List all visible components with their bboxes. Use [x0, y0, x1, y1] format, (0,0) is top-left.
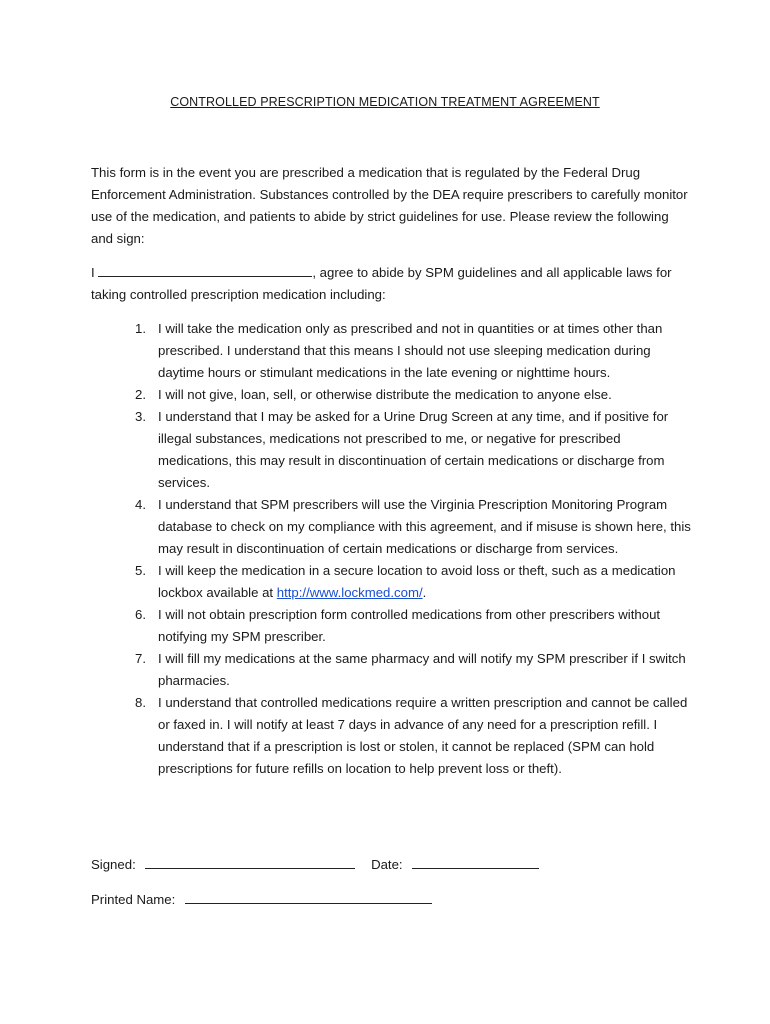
list-item — [91, 494, 691, 560]
item-text: I will fill my medications at the same pharmacy and will notify my SPM prescriber if I switch pharmacies. — [158, 651, 686, 688]
item-text-end: . — [422, 585, 427, 600]
signature-row — [91, 854, 539, 876]
list-item — [91, 406, 691, 494]
list-item — [91, 692, 691, 780]
list-item — [91, 648, 691, 692]
pledge-paragraph — [91, 262, 691, 306]
item-text: I will keep the medication in a secure location to avoid loss or theft, such as a medication lockbox available at — [158, 563, 676, 600]
date-blank[interactable] — [412, 855, 539, 869]
pledge-prefix: I — [91, 265, 95, 280]
agreement-list — [91, 318, 691, 780]
list-item — [91, 560, 691, 604]
printed-name-label: Printed Name: — [91, 892, 176, 907]
lockmed-link[interactable]: http://www.lockmed.com/ — [276, 585, 423, 600]
item-number: 3. — [135, 409, 146, 424]
item-number: 4. — [135, 497, 146, 512]
printed-name-blank[interactable] — [185, 890, 432, 904]
item-number: 1. — [135, 321, 146, 336]
item-text: I will take the medication only as prescribed and not in quantities or at times other than prescribed. I understand that this means I should not use sleeping medication during daytime hours or stimulant medications in the late evening or nighttime hours. — [158, 321, 663, 380]
item-text: I will not give, loan, sell, or otherwise distribute the medication to anyone else. — [158, 387, 612, 402]
printed-name-row — [91, 889, 432, 911]
item-number: 8. — [135, 695, 146, 710]
list-item — [91, 318, 691, 384]
item-number: 7. — [135, 651, 146, 666]
item-number: 6. — [135, 607, 146, 622]
signed-label: Signed: — [91, 857, 136, 872]
item-text: I understand that I may be asked for a Urine Drug Screen at any time, and if positive for illegal substances, medications not prescribed to me, or negative for prescribed medications, this may result in discontinuation of certain medications or discharge from services. — [158, 409, 669, 490]
list-item — [91, 604, 691, 648]
date-label: Date: — [371, 857, 403, 872]
patient-name-blank[interactable] — [98, 263, 312, 277]
item-text: I understand that SPM prescribers will use the Virginia Prescription Monitoring Program database to check on my compliance with this agreement, and if misuse is shown here, this may result in discontinuation of certain medications or discharge from services. — [158, 497, 691, 556]
intro-paragraph: This form is in the event you are prescribed a medication that is regulated by the Federal Drug Enforcement Administration. Substances controlled by the DEA require prescribers to carefully monitor use of the medication, and patients to abide by strict guidelines for use. Please review the following and sign: — [91, 165, 688, 246]
item-number: 2. — [135, 387, 146, 402]
signature-blank[interactable] — [145, 855, 355, 869]
document-title: CONTROLLED PRESCRIPTION MEDICATION TREATMENT AGREEMENT — [170, 95, 600, 109]
item-text: I will not obtain prescription form controlled medications from other prescribers without notifying my SPM prescriber. — [158, 607, 661, 644]
list-item — [91, 384, 691, 406]
pledge-suffix: , agree to abide by SPM guidelines and all applicable laws for taking controlled prescription medication including: — [91, 265, 672, 302]
item-number: 5. — [135, 563, 146, 578]
item-text: I understand that controlled medications require a written prescription and cannot be called or faxed in. I will notify at least 7 days in advance of any need for a prescription refill. I understand that if a prescription is lost or stolen, it cannot be replaced (SPM can hold prescriptions for future refills on location to help prevent loss or theft). — [158, 695, 688, 776]
